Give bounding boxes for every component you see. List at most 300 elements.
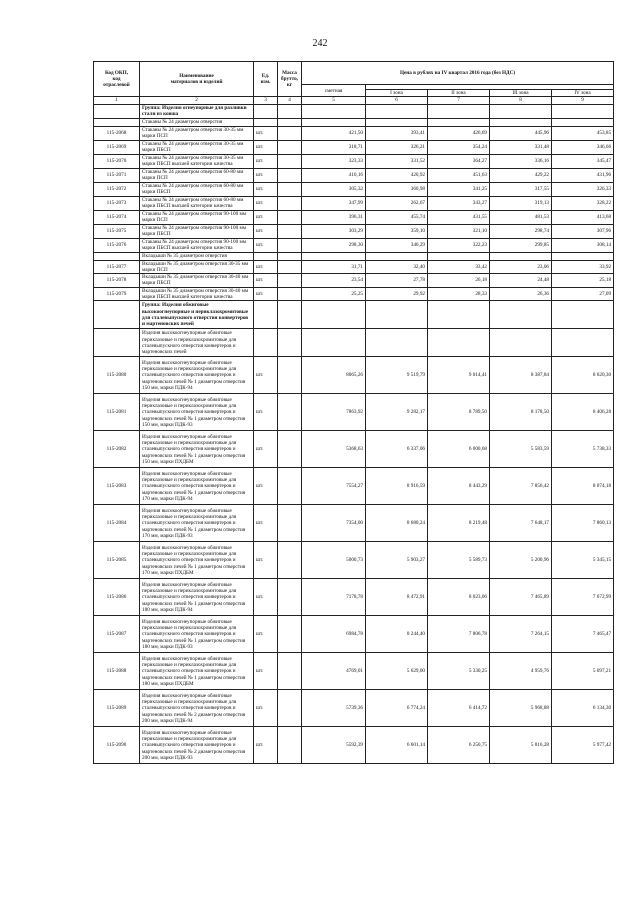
cell-zone-3: 7 856,42 [490, 468, 552, 505]
empty-cell [94, 301, 140, 329]
cell-zone-1: 32,40 [366, 260, 428, 274]
cell-unit: шт. [254, 616, 278, 653]
cell-price: 7354,00 [302, 505, 366, 542]
empty-cell [490, 104, 552, 118]
cell-zone-2: 26,18 [428, 274, 490, 288]
cell-zone-1: 5 903,27 [366, 542, 428, 579]
empty-cell [302, 301, 366, 329]
cell-unit: шт. [254, 210, 278, 224]
cell-zone-3: 23,06 [490, 260, 552, 274]
col-number: 3 [254, 97, 278, 104]
cell-code: 115-2074 [94, 210, 140, 224]
cell-zone-2: 7 806,78 [428, 616, 490, 653]
empty-cell [94, 118, 140, 126]
cell-mass [278, 579, 302, 616]
cell-price: 4769,01 [302, 653, 366, 690]
cell-name: Стаканы № 24 диаметром отверстия 60-80 мм марки ПБСП [140, 182, 254, 196]
cell-zone-1: 393,41 [366, 126, 428, 140]
empty-cell [428, 118, 490, 126]
cell-zone-4: 328,22 [552, 196, 614, 210]
cell-code: 115-2068 [94, 126, 140, 140]
cell-name: Изделия высокоогнеупорные обжиговые периклазовые и периклазохромитовые для сталевыпускного отверстия конвертеров и мартеновских печей № 1 диаметром отверстия 170 мм, марки ПДК-94 [140, 468, 254, 505]
cell-name: Стаканы № 24 диаметром отверстия 90-100 мм марки ПБСП [140, 224, 254, 238]
cell-zone-1: 360,98 [366, 182, 428, 196]
empty-cell [428, 104, 490, 118]
cell-zone-3: 26,36 [490, 287, 552, 301]
table-row [94, 394, 614, 431]
table-row [94, 168, 614, 182]
cell-unit: шт. [254, 727, 278, 764]
cell-zone-3: 5 816,28 [490, 727, 552, 764]
cell-code: 115-2080 [94, 357, 140, 394]
cell-zone-1: 9 519,79 [366, 357, 428, 394]
header-zone-3: III зона [490, 90, 552, 97]
cell-zone-1: 326,21 [366, 140, 428, 154]
col-number: 4 [278, 97, 302, 104]
cell-mass [278, 468, 302, 505]
header-mass-line: брутто, [281, 76, 298, 82]
cell-price: 396,31 [302, 210, 366, 224]
cell-unit: шт. [254, 260, 278, 274]
empty-cell [366, 329, 428, 357]
cell-zone-1: 340,29 [366, 238, 428, 252]
subgroup-row [94, 252, 614, 260]
empty-cell [302, 118, 366, 126]
table-row [94, 357, 614, 394]
cell-price: 31,71 [302, 260, 366, 274]
empty-cell [254, 329, 278, 357]
empty-cell [490, 329, 552, 357]
empty-cell [254, 252, 278, 260]
table-row [94, 196, 614, 210]
cell-mass [278, 154, 302, 168]
table-row [94, 287, 614, 301]
cell-zone-1: 8 244,40 [366, 616, 428, 653]
empty-cell [428, 329, 490, 357]
empty-cell [94, 104, 140, 118]
cell-price: 421,50 [302, 126, 366, 140]
cell-name: Вкладыши № 35 диаметром отверстия 30-40 мм марки ПБСП [140, 274, 254, 288]
empty-cell [366, 118, 428, 126]
table-row [94, 274, 614, 288]
empty-cell [278, 329, 302, 357]
cell-zone-2: 8 789,50 [428, 394, 490, 431]
empty-cell [366, 301, 428, 329]
cell-code: 115-2086 [94, 579, 140, 616]
cell-unit: шт. [254, 238, 278, 252]
col-number: 6 [366, 97, 428, 104]
cell-unit: шт. [254, 357, 278, 394]
cell-price: 7178,78 [302, 579, 366, 616]
cell-price: 23,54 [302, 274, 366, 288]
cell-unit: шт. [254, 468, 278, 505]
cell-name: Изделия высокоогнеупорные обжиговые периклазовые и периклазохромитовые для сталевыпускного отверстия конвертеров и мартеновских печей № 1 диаметром отверстия 150 мм, марки ПДК-93 [140, 394, 254, 431]
cell-zone-1: 6 601,14 [366, 727, 428, 764]
cell-price: 5000,73 [302, 542, 366, 579]
table-row [94, 210, 614, 224]
cell-code: 115-2078 [94, 274, 140, 288]
cell-zone-2: 364,27 [428, 154, 490, 168]
cell-price: 8065,26 [302, 357, 366, 394]
cell-zone-3: 5 968,88 [490, 690, 552, 727]
table-row [94, 154, 614, 168]
cell-zone-4: 27,09 [552, 287, 614, 301]
cell-name: Изделия высокоогнеупорные обжиговые периклазовые и периклазохромитовые для сталевыпускного отверстия конвертеров и мартеновских печей № 2 диаметром отверстия 200 мм, марки ПДК-94 [140, 690, 254, 727]
cell-zone-3: 8 387,84 [490, 357, 552, 394]
cell-unit: шт. [254, 653, 278, 690]
cell-zone-4: 5 097,21 [552, 653, 614, 690]
cell-price: 323,33 [302, 154, 366, 168]
table-row [94, 238, 614, 252]
table-row [94, 468, 614, 505]
cell-name: Изделия высокоогнеупорные обжиговые периклазовые и периклазохромитовые для сталевыпускного отверстия конвертеров и мартеновских печей № 1 диаметром отверстия 180 мм, марки ПДК-94 [140, 579, 254, 616]
cell-mass [278, 260, 302, 274]
header-code-line: отраслевой [103, 82, 130, 89]
cell-zone-2: 431,55 [428, 210, 490, 224]
cell-zone-4: 7 465,47 [552, 616, 614, 653]
empty-cell [278, 301, 302, 329]
cell-zone-4: 6 134,30 [552, 690, 614, 727]
cell-name: Изделия высокоогнеупорные обжиговые периклазовые и периклазохромитовые для сталевыпускного отверстия конвертеров и мартеновских печей № 1 диаметром отверстия 180 мм, марки ПДК-93 [140, 616, 254, 653]
empty-cell [278, 118, 302, 126]
table-row [94, 653, 614, 690]
cell-zone-2: 451,63 [428, 168, 490, 182]
cell-zone-4: 308,14 [552, 238, 614, 252]
table-row [94, 126, 614, 140]
cell-unit: шт. [254, 505, 278, 542]
col-number: 9 [552, 97, 614, 104]
cell-price: 347,99 [302, 196, 366, 210]
cell-code: 115-2071 [94, 168, 140, 182]
cell-price: 5739,36 [302, 690, 366, 727]
cell-unit: шт. [254, 542, 278, 579]
empty-cell [552, 118, 614, 126]
cell-zone-3: 7 465,89 [490, 579, 552, 616]
cell-zone-1: 9 282,17 [366, 394, 428, 431]
cell-unit: шт. [254, 224, 278, 238]
cell-zone-1: 331,52 [366, 154, 428, 168]
cell-zone-4: 5 977,42 [552, 727, 614, 764]
subgroup-name: Изделия высокоогнеупорные обжиговые периклазовые и периклазохромитовые для сталевыпускного отверстия конвертеров и мартеновских печей [140, 329, 254, 357]
cell-price: 5368,63 [302, 431, 366, 468]
cell-code: 115-2069 [94, 140, 140, 154]
cell-price: 318,71 [302, 140, 366, 154]
cell-code: 115-2076 [94, 238, 140, 252]
header-unit [254, 62, 278, 97]
cell-name: Стаканы № 24 диаметром отверстия 30-35 мм марки ПСП [140, 126, 254, 140]
empty-cell [366, 252, 428, 260]
cell-unit: шт. [254, 182, 278, 196]
cell-zone-2: 33,42 [428, 260, 490, 274]
header-name [140, 62, 254, 97]
table-row [94, 616, 614, 653]
cell-zone-3: 429,22 [490, 168, 552, 182]
cell-mass [278, 505, 302, 542]
table-row [94, 505, 614, 542]
cell-zone-3: 445,96 [490, 126, 552, 140]
cell-mass [278, 287, 302, 301]
cell-zone-4: 346,66 [552, 140, 614, 154]
table-row [94, 579, 614, 616]
cell-mass [278, 238, 302, 252]
cell-code: 115-2084 [94, 505, 140, 542]
empty-cell [428, 301, 490, 329]
table-row [94, 182, 614, 196]
cell-zone-4: 307,96 [552, 224, 614, 238]
cell-zone-2: 5 330,25 [428, 653, 490, 690]
cell-code: 115-2077 [94, 260, 140, 274]
cell-zone-1: 29,92 [366, 287, 428, 301]
cell-name: Изделия высокоогнеупорные обжиговые периклазовые и периклазохромитовые для сталевыпускного отверстия конвертеров и мартеновских печей № 1 диаметром отверстия 170 мм, марки ПДК-93 [140, 505, 254, 542]
cell-mass [278, 140, 302, 154]
cell-zone-4: 7 860,13 [552, 505, 614, 542]
header-zone-2: II зона [428, 90, 490, 97]
empty-cell [254, 104, 278, 118]
empty-cell [302, 252, 366, 260]
cell-code: 115-2089 [94, 690, 140, 727]
cell-zone-2: 343,27 [428, 196, 490, 210]
cell-zone-3: 331,48 [490, 140, 552, 154]
cell-zone-2: 5 589,73 [428, 542, 490, 579]
cell-zone-4: 33,92 [552, 260, 614, 274]
empty-cell [278, 104, 302, 118]
table-row [94, 140, 614, 154]
cell-mass [278, 653, 302, 690]
header-mass-line: Масса [282, 69, 297, 76]
cell-code: 115-2088 [94, 653, 140, 690]
cell-name: Изделия высокоогнеупорные обжиговые периклазовые и периклазохромитовые для сталевыпускного отверстия конвертеров и мартеновских печей № 2 диаметром отверстия 200 мм, марки ПДК-93 [140, 727, 254, 764]
cell-mass [278, 182, 302, 196]
cell-mass [278, 196, 302, 210]
cell-zone-4: 453,85 [552, 126, 614, 140]
table-row [94, 727, 614, 764]
cell-zone-2: 426,69 [428, 126, 490, 140]
empty-cell [254, 301, 278, 329]
empty-cell [302, 329, 366, 357]
cell-zone-3: 317,55 [490, 182, 552, 196]
cell-mass [278, 210, 302, 224]
subgroup-name: Вкладыши № 35 диаметром отверстия [140, 252, 254, 260]
cell-zone-1: 455,74 [366, 210, 428, 224]
cell-unit: шт. [254, 168, 278, 182]
cell-mass [278, 542, 302, 579]
cell-mass [278, 126, 302, 140]
cell-zone-4: 326,33 [552, 182, 614, 196]
header-price-title: Цена в рублях на IV квартал 2016 года (без НДС) [302, 62, 614, 85]
cell-zone-1: 8 472,91 [366, 579, 428, 616]
cell-zone-4: 413,68 [552, 210, 614, 224]
cell-unit: шт. [254, 394, 278, 431]
header-zone-4: IV зона [552, 90, 614, 97]
header-name-line: Наименование [179, 72, 214, 79]
cell-zone-4: 8 406,28 [552, 394, 614, 431]
cell-code: 115-2083 [94, 468, 140, 505]
cell-zone-3: 299,85 [490, 238, 552, 252]
header-code [94, 62, 140, 97]
cell-zone-1: 8 680,24 [366, 505, 428, 542]
cell-zone-4: 8 074,18 [552, 468, 614, 505]
cell-zone-4: 25,18 [552, 274, 614, 288]
cell-zone-1: 262,67 [366, 196, 428, 210]
table-row [94, 260, 614, 274]
header-mass-line: кг [286, 82, 293, 89]
cell-mass [278, 690, 302, 727]
cell-zone-2: 322,23 [428, 238, 490, 252]
cell-mass [278, 357, 302, 394]
group-row [94, 104, 614, 118]
cell-zone-1: 8 916,59 [366, 468, 428, 505]
cell-name: Изделия высокоогнеупорные обжиговые периклазовые и периклазохромитовые для сталевыпускного отверстия конвертеров и мартеновских печей № 1 диаметром отверстия 180 мм, марки ПХДБМ [140, 653, 254, 690]
cell-unit: шт. [254, 140, 278, 154]
price-table-body [94, 104, 614, 764]
cell-zone-2: 6 414,72 [428, 690, 490, 727]
cell-name: Стаканы № 24 диаметром отверстия 30-35 мм марки ПБСП [140, 140, 254, 154]
cell-name: Стаканы № 24 диаметром отверстия 30-35 мм марки ПБСП высшей категории качества [140, 154, 254, 168]
cell-zone-2: 6 250,75 [428, 727, 490, 764]
empty-cell [94, 329, 140, 357]
cell-unit: шт. [254, 287, 278, 301]
header-code-line: Код ОКП, [105, 69, 128, 76]
cell-name: Стаканы № 24 диаметром отверстия 90-100 мм марки ПБСП высшей категории качества [140, 238, 254, 252]
table-row [94, 224, 614, 238]
group-row [94, 301, 614, 329]
group-name: Группа: Изделия огнеупорные для разливки стали из ковша [140, 104, 254, 118]
col-number: 1 [94, 97, 140, 104]
empty-cell [552, 252, 614, 260]
cell-price: 298,30 [302, 238, 366, 252]
cell-unit: шт. [254, 154, 278, 168]
cell-price: 305,32 [302, 182, 366, 196]
cell-zone-2: 8 219,48 [428, 505, 490, 542]
cell-price: 5592,39 [302, 727, 366, 764]
cell-zone-2: 321,10 [428, 224, 490, 238]
group-name: Группа: Изделия обжиговые высокоогнеупорные и периклазохромитовые для сталевыпускного отверстия конвертеров и мартеновских печей [140, 301, 254, 329]
cell-zone-1: 359,10 [366, 224, 428, 238]
cell-unit: шт. [254, 431, 278, 468]
empty-cell [552, 329, 614, 357]
cell-zone-4: 7 672,99 [552, 579, 614, 616]
empty-cell [490, 118, 552, 126]
cell-zone-4: 8 620,30 [552, 357, 614, 394]
cell-zone-1: 27,78 [366, 274, 428, 288]
cell-zone-3: 319,13 [490, 196, 552, 210]
empty-cell [552, 301, 614, 329]
cell-zone-2: 354,24 [428, 140, 490, 154]
page-number: 242 [312, 38, 328, 49]
cell-zone-3: 5 583,59 [490, 431, 552, 468]
cell-price: 410,16 [302, 168, 366, 182]
cell-name: Изделия высокоогнеупорные обжиговые периклазовые и периклазохромитовые для сталевыпускного отверстия конвертеров и мартеновских печей № 1 диаметром отверстия 170 мм, марки ПХДБМ [140, 542, 254, 579]
header-unit-line: изм. [260, 79, 271, 86]
cell-zone-4: 5 345,15 [552, 542, 614, 579]
cell-zone-2: 8 023,06 [428, 579, 490, 616]
cell-code: 115-2087 [94, 616, 140, 653]
table-row [94, 690, 614, 727]
header-zone-1: I зона [366, 90, 428, 97]
empty-cell [94, 252, 140, 260]
cell-zone-1: 420,92 [366, 168, 428, 182]
cell-zone-1: 5 629,00 [366, 653, 428, 690]
col-number: 2 [140, 97, 254, 104]
cell-zone-1: 6 774,24 [366, 690, 428, 727]
empty-cell [302, 104, 366, 118]
cell-zone-2: 6 000,68 [428, 431, 490, 468]
cell-zone-3: 24,48 [490, 274, 552, 288]
cell-zone-2: 341,25 [428, 182, 490, 196]
cell-name: Стаканы № 24 диаметром отверстия 60-80 мм марки ПБСП высшей категории качества [140, 196, 254, 210]
empty-cell [366, 104, 428, 118]
cell-code: 115-2070 [94, 154, 140, 168]
cell-code: 115-2072 [94, 182, 140, 196]
cell-code: 115-2090 [94, 727, 140, 764]
subgroup-row [94, 329, 614, 357]
cell-price: 25,25 [302, 287, 366, 301]
cell-price: 6984,78 [302, 616, 366, 653]
cell-zone-3: 8 178,50 [490, 394, 552, 431]
price-table [93, 61, 614, 764]
cell-zone-3: 4 959,76 [490, 653, 552, 690]
cell-mass [278, 727, 302, 764]
cell-code: 115-2079 [94, 287, 140, 301]
cell-mass [278, 616, 302, 653]
header-name-line: материалов и изделий [170, 79, 223, 86]
cell-zone-3: 298,74 [490, 224, 552, 238]
header-code-line: код [112, 76, 121, 82]
col-number: 8 [490, 97, 552, 104]
cell-price: 7863,92 [302, 394, 366, 431]
table-row [94, 542, 614, 579]
subgroup-name: Стаканы № 24 диаметром отверстия [140, 118, 254, 126]
cell-price: 303,29 [302, 224, 366, 238]
cell-unit: шт. [254, 126, 278, 140]
cell-code: 115-2081 [94, 394, 140, 431]
cell-zone-1: 6 337,06 [366, 431, 428, 468]
cell-code: 115-2075 [94, 224, 140, 238]
cell-zone-3: 5 200,96 [490, 542, 552, 579]
cell-mass [278, 168, 302, 182]
cell-mass [278, 274, 302, 288]
header-smetnaya: сметная [302, 85, 366, 97]
subgroup-row [94, 118, 614, 126]
col-number: 7 [428, 97, 490, 104]
cell-unit: шт. [254, 579, 278, 616]
cell-unit: шт. [254, 196, 278, 210]
empty-cell [278, 252, 302, 260]
cell-zone-2: 9 014,41 [428, 357, 490, 394]
cell-zone-2: 8 443,29 [428, 468, 490, 505]
cell-name: Стаканы № 24 диаметром отверстия 90-100 мм марки ПСП [140, 210, 254, 224]
cell-unit: шт. [254, 690, 278, 727]
header-unit-line: Ед. [261, 72, 270, 79]
cell-code: 115-2082 [94, 431, 140, 468]
header-mass [278, 62, 302, 97]
cell-name: Стаканы № 24 диаметром отверстия 60-80 мм марки ПСП [140, 168, 254, 182]
cell-name: Вкладыши № 35 диаметром отверстия 30-40 мм марки ПБСП высшей категории качества [140, 287, 254, 301]
cell-zone-3: 481,53 [490, 210, 552, 224]
cell-zone-2: 28,33 [428, 287, 490, 301]
cell-zone-4: 345,47 [552, 154, 614, 168]
cell-zone-3: 7 648,17 [490, 505, 552, 542]
cell-mass [278, 224, 302, 238]
empty-cell [552, 104, 614, 118]
empty-cell [490, 301, 552, 329]
cell-price: 7554,27 [302, 468, 366, 505]
cell-name: Вкладыши № 35 диаметром отверстия 30-35 мм марки ПСП [140, 260, 254, 274]
table-row [94, 431, 614, 468]
cell-mass [278, 431, 302, 468]
cell-unit: шт. [254, 274, 278, 288]
cell-mass [278, 394, 302, 431]
